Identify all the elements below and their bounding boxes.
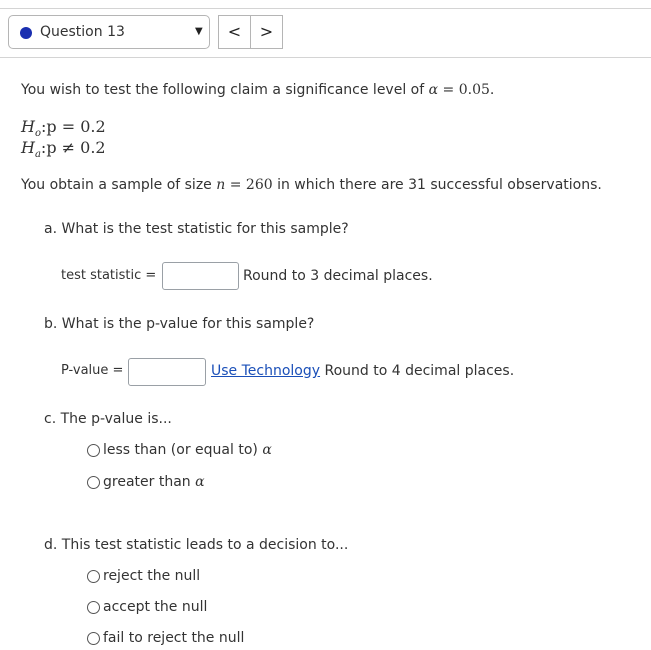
next-question-button[interactable]: >	[250, 15, 283, 49]
question-select[interactable]	[8, 15, 210, 49]
part-b-question: b. What is the p-value for this sample?	[44, 316, 315, 332]
question-select-label: Question 13	[40, 24, 125, 40]
prev-question-button[interactable]: <	[218, 15, 251, 49]
option-accept-null: accept the null	[103, 599, 208, 615]
top-divider	[0, 8, 651, 9]
sample-line: You obtain a sample of size n = 260 in which there are 31 successful observations.	[21, 177, 602, 193]
option-greater-than: greater than α	[103, 474, 205, 490]
claim-line	[21, 82, 494, 98]
n-value: = 260	[229, 177, 273, 193]
claim-text: You wish to test the following claim a significance level of	[21, 82, 425, 98]
radio-greater-than[interactable]	[87, 476, 100, 489]
radio-fail-to-reject-null[interactable]	[87, 632, 100, 645]
option-reject-null: reject the null	[103, 568, 201, 584]
option-fail-to-reject-null: fail to reject the null	[103, 630, 245, 646]
test-statistic-label: test statistic =	[61, 268, 157, 283]
alpha-value: = 0.05.	[442, 82, 495, 98]
test-statistic-input[interactable]	[162, 262, 239, 290]
alpha-symbol: α	[428, 82, 439, 98]
part-c-question: c. The p-value is...	[44, 411, 172, 427]
radio-accept-null[interactable]	[87, 601, 100, 614]
use-technology-link[interactable]: Use Technology	[211, 363, 321, 379]
round-3-hint: Round to 3 decimal places.	[243, 268, 433, 284]
p-value-label: P-value =	[61, 363, 124, 378]
p-value-hint-line	[211, 363, 514, 379]
option-less-than: less than (or equal to) α	[103, 442, 272, 458]
null-hypothesis: $H_o:p = 0.2$	[21, 117, 106, 140]
header-divider	[0, 57, 651, 58]
alternative-hypothesis: $H_a:p \ne 0.2$	[21, 138, 106, 161]
radio-reject-null[interactable]	[87, 570, 100, 583]
part-a-question: a. What is the test statistic for this sample?	[44, 221, 349, 237]
part-d-question: d. This test statistic leads to a decision to...	[44, 537, 349, 553]
dropdown-caret-icon: ▼	[195, 26, 203, 37]
n-symbol: n	[216, 177, 226, 193]
status-dot-icon	[20, 27, 32, 39]
radio-less-than[interactable]	[87, 444, 100, 457]
p-value-input[interactable]	[128, 358, 206, 386]
round-4-hint: Round to 4 decimal places.	[324, 363, 515, 379]
